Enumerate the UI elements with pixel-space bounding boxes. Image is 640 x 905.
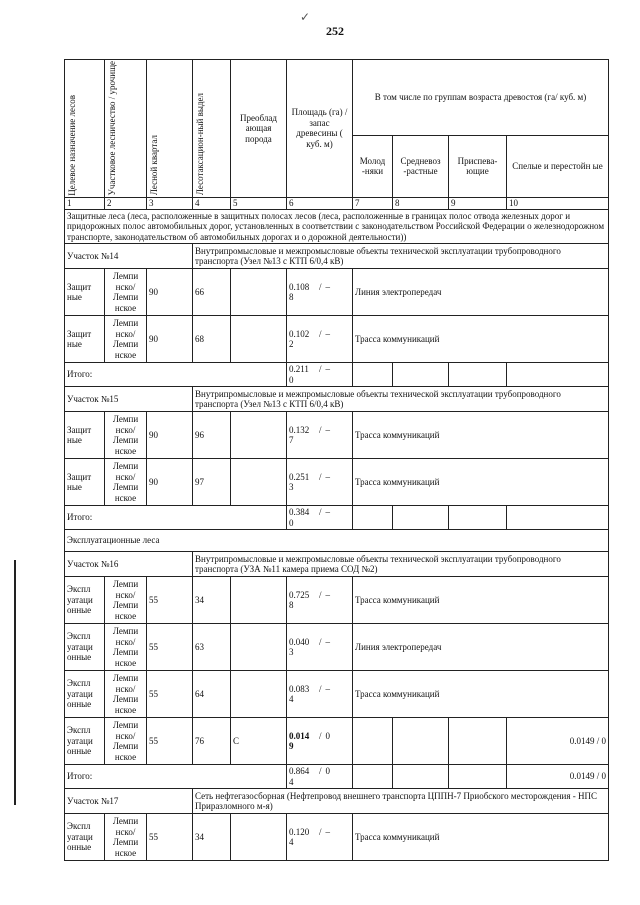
col-number: 1 <box>65 197 105 209</box>
area-slash: / <box>319 364 322 375</box>
forestry-cell: Лемпи нско/ Лемпи нское <box>105 412 147 459</box>
area-zero: 0 <box>325 730 331 741</box>
forestry-cell: Лемпи нско/ Лемпи нское <box>105 718 147 765</box>
col-number: 5 <box>231 197 287 209</box>
empty-cell <box>393 765 449 789</box>
purpose-cell: Экспл уатаци онные <box>65 671 105 718</box>
empty-cell <box>353 363 393 387</box>
purpose-cell: Экспл уатаци онные <box>65 814 105 861</box>
purpose-cell: Экспл уатаци онные <box>65 624 105 671</box>
empty-cell <box>353 718 393 765</box>
area-value: 0.083 4 <box>289 683 310 705</box>
section-exploitation-row <box>65 530 609 552</box>
total-area-cell <box>287 506 353 530</box>
empty-cell <box>507 506 609 530</box>
note-cell: Трасса коммуникаций <box>353 412 609 459</box>
area-value: 0.108 8 <box>289 281 310 303</box>
area-slash: / <box>319 471 322 482</box>
total-label: Итого: <box>65 363 287 387</box>
forestry-cell: Лемпи нско/ Лемпи нское <box>105 624 147 671</box>
empty-cell <box>449 506 507 530</box>
table-row <box>65 269 609 316</box>
col10-header: Спелые и перестойн ые <box>507 135 609 197</box>
page-number: 252 <box>326 24 344 38</box>
total-mature-cell: 0.0149 / 0 <box>507 765 609 789</box>
empty-cell <box>449 718 507 765</box>
note-cell: Линия электропередач <box>353 624 609 671</box>
col3-header: Лесной квартал <box>147 60 193 198</box>
table-row <box>65 814 609 861</box>
area-cell <box>287 577 353 624</box>
area-cell <box>287 671 353 718</box>
area-dash: – <box>325 424 331 435</box>
section-protective-title: Защитные леса (леса, расположенные в защитных полосах лесов (леса, расположенные в границах полос отвода железных дорог и придорожных полос автомобильных дорог, установленных в соответствии с законодательством Российской Федерации о железнодорожном транспорте, законодательством об автомобильных дорогах и о дорожной деятельности)) <box>65 209 609 244</box>
area-slash: / <box>319 683 322 694</box>
area-value: 0.014 9 <box>289 730 310 752</box>
forestry-cell: Лемпи нско/ Лемпи нское <box>105 814 147 861</box>
mature-cell: 0.0149 / 0 <box>507 718 609 765</box>
vydel-cell: 76 <box>193 718 231 765</box>
purpose-cell: Защит ные <box>65 269 105 316</box>
plot17-header-row <box>65 789 609 814</box>
forestry-cell: Лемпи нско/ Лемпи нское <box>105 459 147 506</box>
vydel-cell: 64 <box>193 671 231 718</box>
purpose-cell: Экспл уатаци онные <box>65 577 105 624</box>
plot15-description: Внутрипромысловые и межпромысловые объекты технической эксплуатации трубопроводного транспорта (Узел №13 с КТП 6/0,4 кВ) <box>193 387 609 412</box>
col-number: 9 <box>449 197 507 209</box>
area-cell <box>287 412 353 459</box>
area-dash: – <box>325 471 331 482</box>
area-value: 0.102 2 <box>289 328 310 350</box>
table-row <box>65 718 609 765</box>
breed-cell <box>231 316 287 363</box>
total-row <box>65 765 609 789</box>
vydel-cell: 34 <box>193 577 231 624</box>
quarter-cell: 55 <box>147 718 193 765</box>
area-cell <box>287 624 353 671</box>
purpose-cell: Защит ные <box>65 412 105 459</box>
empty-cell <box>507 363 609 387</box>
table-row <box>65 412 609 459</box>
section-exploitation-title: Эксплуатационные леса <box>65 530 609 552</box>
area-slash: / <box>319 636 322 647</box>
area-slash: / <box>319 766 322 777</box>
plot14-description: Внутрипромысловые и межпромысловые объекты технической эксплуатации трубопроводного транспорта (Узел №13 с КТП 6/0,4 кВ) <box>193 244 609 269</box>
plot16-header-row <box>65 552 609 577</box>
quarter-cell: 55 <box>147 577 193 624</box>
quarter-cell: 90 <box>147 316 193 363</box>
quarter-cell: 90 <box>147 412 193 459</box>
purpose-cell: Защит ные <box>65 459 105 506</box>
plot16-label: Участок №16 <box>65 552 193 577</box>
area-value: 0.120 4 <box>289 826 310 848</box>
note-cell: Трасса коммуникаций <box>353 459 609 506</box>
breed-cell <box>231 624 287 671</box>
total-row <box>65 363 609 387</box>
forest-table <box>64 59 609 861</box>
note-cell: Линия электропередач <box>353 269 609 316</box>
quarter-cell: 55 <box>147 624 193 671</box>
area-dash: – <box>325 826 331 837</box>
area-slash: / <box>319 826 322 837</box>
col6-header: Площадь (га) / запас древесины ( куб. м) <box>287 60 353 198</box>
area-cell <box>287 459 353 506</box>
header-row <box>65 60 609 136</box>
forestry-cell: Лемпи нско/ Лемпи нское <box>105 269 147 316</box>
note-cell: Трасса коммуникаций <box>353 814 609 861</box>
area-dash: – <box>325 328 331 339</box>
empty-cell <box>393 363 449 387</box>
col5-header: Преоблад ающая порода <box>231 60 287 198</box>
note-cell: Трасса коммуникаций <box>353 316 609 363</box>
empty-cell <box>393 506 449 530</box>
col-number: 2 <box>105 197 147 209</box>
area-cell <box>287 718 353 765</box>
breed-cell: С <box>231 718 287 765</box>
area-slash: / <box>319 328 322 339</box>
total-area-cell <box>287 765 353 789</box>
area-dash: – <box>325 281 331 292</box>
total-row <box>65 506 609 530</box>
purpose-cell: Защит ные <box>65 316 105 363</box>
empty-cell <box>393 718 449 765</box>
forestry-cell: Лемпи нско/ Лемпи нское <box>105 316 147 363</box>
vydel-cell: 66 <box>193 269 231 316</box>
quarter-cell: 90 <box>147 459 193 506</box>
total-area-cell <box>287 363 353 387</box>
total-label: Итого: <box>65 506 287 530</box>
note-cell: Трасса коммуникаций <box>353 671 609 718</box>
total-area: 0.211 0 <box>289 364 309 385</box>
table-row <box>65 624 609 671</box>
col-number: 6 <box>287 197 353 209</box>
area-cell <box>287 814 353 861</box>
area-dash: – <box>325 364 331 375</box>
table-row <box>65 316 609 363</box>
col1-header: Целевое назначение лесов <box>65 60 105 198</box>
area-dash: – <box>325 589 331 600</box>
area-dash: – <box>325 636 331 647</box>
quarter-cell: 55 <box>147 671 193 718</box>
breed-cell <box>231 459 287 506</box>
area-cell <box>287 316 353 363</box>
area-value: 0.251 3 <box>289 471 310 493</box>
area-value: 0.040 3 <box>289 636 310 658</box>
total-area: 0.864 4 <box>289 766 310 787</box>
area-slash: / <box>319 730 322 741</box>
vydel-cell: 63 <box>193 624 231 671</box>
col-number: 7 <box>353 197 393 209</box>
empty-cell <box>449 765 507 789</box>
plot15-label: Участок №15 <box>65 387 193 412</box>
col4-header: Лесотаксацион-ный выдел <box>193 60 231 198</box>
col8-header: Средневоз -растные <box>393 135 449 197</box>
margin-line <box>14 560 16 805</box>
plot16-description: Внутрипромысловые и межпромысловые объекты технической эксплуатации трубопроводного транспорта (УЗА №11 камера приема СОД №2) <box>193 552 609 577</box>
plot17-description: Сеть нефтегазосборная (Нефтепровод внешнего транспорта ЦППН-7 Приобского месторождения - НПС Приразломного м-я) <box>193 789 609 814</box>
plot17-label: Участок №17 <box>65 789 193 814</box>
col9-header: Приспева- ющие <box>449 135 507 197</box>
purpose-cell: Экспл уатаци онные <box>65 718 105 765</box>
total-area: 0.384 0 <box>289 507 310 528</box>
note-cell: Трасса коммуникаций <box>353 577 609 624</box>
plot14-label: Участок №14 <box>65 244 193 269</box>
table-row <box>65 671 609 718</box>
col-number: 8 <box>393 197 449 209</box>
col-number: 4 <box>193 197 231 209</box>
quarter-cell: 55 <box>147 814 193 861</box>
table-row <box>65 459 609 506</box>
total-label: Итого: <box>65 765 287 789</box>
breed-cell <box>231 577 287 624</box>
col2-header: Участковое лесничество / урочище <box>105 60 147 198</box>
column-numbers-row <box>65 197 609 209</box>
empty-cell <box>449 363 507 387</box>
area-slash: / <box>319 424 322 435</box>
area-zero: 0 <box>325 766 331 777</box>
forestry-cell: Лемпи нско/ Лемпи нское <box>105 577 147 624</box>
area-slash: / <box>319 589 322 600</box>
vydel-cell: 68 <box>193 316 231 363</box>
area-slash: / <box>319 281 322 292</box>
col7-header: Молод -няки <box>353 135 393 197</box>
forestry-cell: Лемпи нско/ Лемпи нское <box>105 671 147 718</box>
plot14-header-row <box>65 244 609 269</box>
scan-mark: ✓ <box>300 10 311 24</box>
breed-cell <box>231 269 287 316</box>
empty-cell <box>353 506 393 530</box>
empty-cell <box>353 765 393 789</box>
area-value: 0.725 8 <box>289 589 310 611</box>
breed-cell <box>231 671 287 718</box>
table-row <box>65 577 609 624</box>
area-slash: / <box>319 507 322 518</box>
vydel-cell: 34 <box>193 814 231 861</box>
col-number: 10 <box>507 197 609 209</box>
breed-cell <box>231 814 287 861</box>
age-group-header: В том числе по группам возраста древостоя (га/ куб. м) <box>353 60 609 136</box>
breed-cell <box>231 412 287 459</box>
section-protective-row <box>65 209 609 244</box>
quarter-cell: 90 <box>147 269 193 316</box>
area-cell <box>287 269 353 316</box>
vydel-cell: 97 <box>193 459 231 506</box>
plot15-header-row <box>65 387 609 412</box>
area-dash: – <box>325 507 331 518</box>
vydel-cell: 96 <box>193 412 231 459</box>
col-number: 3 <box>147 197 193 209</box>
area-value: 0.132 7 <box>289 424 310 446</box>
area-dash: – <box>325 683 331 694</box>
